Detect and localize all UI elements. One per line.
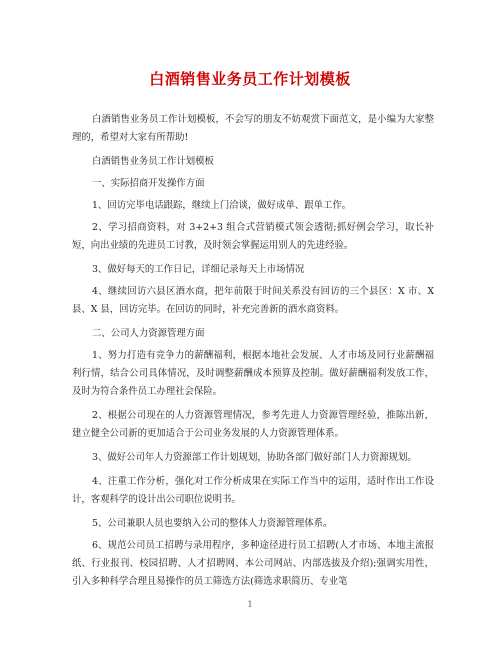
page-number: 1 <box>247 600 253 609</box>
list-item: 1、努力打造有竞争力的薪酬福利，根据本地社会发展、人才市场及同行业薪酬福利行情，结合公司具体情况，及时调整薪酬成本预算及控制。做好薪酬福利发放工作，及时为符合条件员工办理社会保险。 <box>72 350 434 397</box>
list-item: 2、根据公司现在的人力资源管理情况，参考先进人力资源管理经验，推陈出新，建立健全公司新的更加适合于公司业务发展的人力资源管理体系。 <box>72 410 434 439</box>
list-item: 4、注重工作分析，强化对工作分析成果在实际工作当中的运用，适时作出工作设计，客观科学的设计出公司职位说明书。 <box>72 476 434 505</box>
document-title: 白酒销售业务员工作计划模板 <box>149 70 351 88</box>
section-heading-2: 二、公司人力资源管理方面 <box>92 328 205 339</box>
list-item: 1、回访完毕电话跟踪，继续上门洽谈，做好成单、跟单工作。 <box>92 200 352 211</box>
subtitle-paragraph: 白酒销售业务员工作计划模板 <box>92 156 214 167</box>
list-item: 6、规范公司员工招聘与录用程序，多种途径进行员工招聘(人才市场、本地主流报纸、行业报刊、校园招聘、人才招聘网、本公司网站、内部选拔及介绍);强调实用性，引入多种科学合理且易操作的员工筛选方法(筛选求职简历、专业笔 <box>72 540 434 587</box>
list-item: 5、公司兼职人员也要纳入公司的整体人力资源管理体系。 <box>92 518 333 529</box>
document-body <box>72 111 434 597</box>
list-item: 3、做好每天的工作日记，详细记录每天上市场情况 <box>92 264 305 275</box>
list-item: 2、学习招商资料，对 3+2+3 组合式营销模式领会透彻;抓好例会学习，取长补短，向出业绩的先进员工讨教，及时领会掌握运用别人的先进经验。 <box>72 222 434 251</box>
list-item: 3、做好公司年人力资源部工作计划规划，协助各部门做好部门人力资源规划。 <box>92 452 417 463</box>
list-item: 4、继续回访六县区酒水商，把年前限于时间关系没有回访的三个县区：X 市、X 县、X 县，回访完毕。在回访的同时，补充完善新的酒水商资料。 <box>72 286 434 315</box>
intro-paragraph: 白酒销售业务员工作计划模板，不会写的朋友不妨观赏下面范文，是小编为大家整理的，希望对大家有所帮助! <box>72 114 434 143</box>
section-heading-1: 一、实际招商开发操作方面 <box>92 178 205 189</box>
